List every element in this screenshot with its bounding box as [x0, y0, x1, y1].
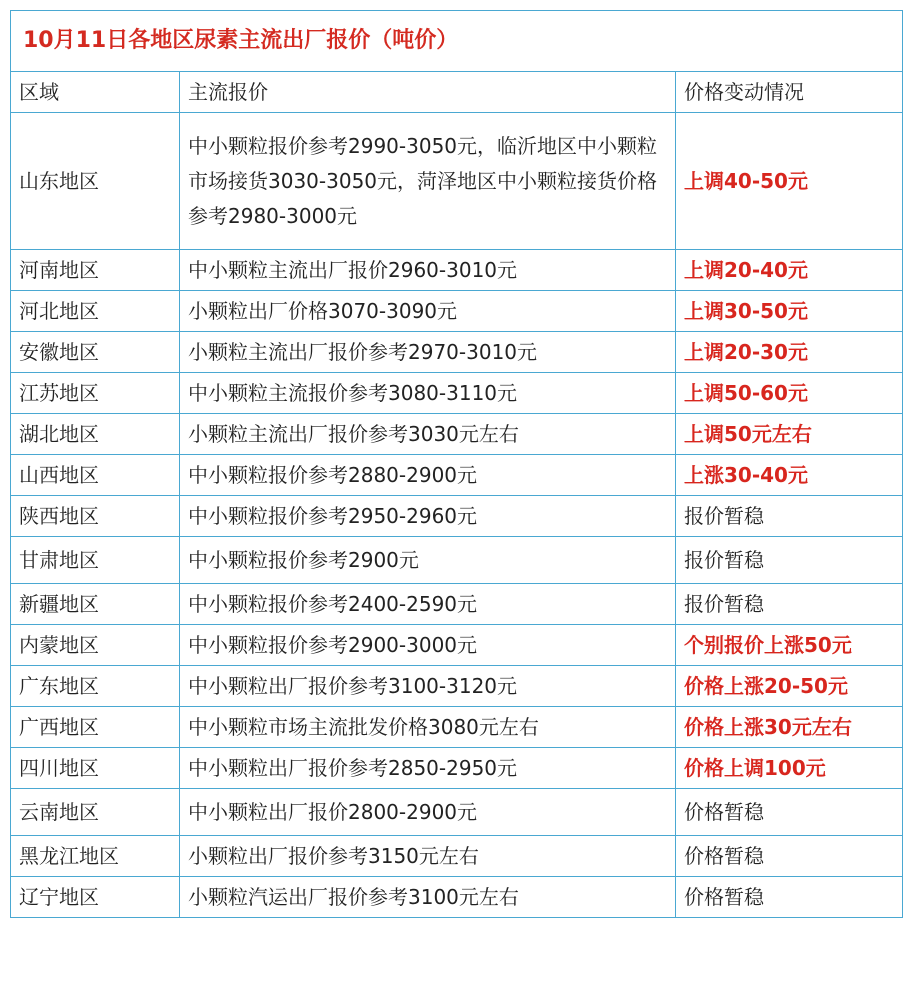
region-cell: 山东地区 [11, 113, 180, 250]
table-row [11, 877, 903, 918]
price-cell: 小颗粒主流出厂报价参考2970-3010元 [180, 332, 676, 373]
table-row [11, 414, 903, 455]
change-cell: 个别报价上涨50元 [676, 625, 903, 666]
change-cell: 上调20-40元 [676, 250, 903, 291]
urea-price-table [10, 10, 903, 918]
price-cell: 小颗粒出厂报价参考3150元左右 [180, 836, 676, 877]
region-cell: 湖北地区 [11, 414, 180, 455]
region-cell: 云南地区 [11, 789, 180, 836]
change-cell: 价格上涨20-50元 [676, 666, 903, 707]
change-cell: 上调30-50元 [676, 291, 903, 332]
region-cell: 江苏地区 [11, 373, 180, 414]
table-row [11, 666, 903, 707]
change-cell: 报价暂稳 [676, 584, 903, 625]
region-cell: 甘肃地区 [11, 537, 180, 584]
region-cell: 黑龙江地区 [11, 836, 180, 877]
price-cell: 中小颗粒市场主流批发价格3080元左右 [180, 707, 676, 748]
price-cell: 中小颗粒报价参考2880-2900元 [180, 455, 676, 496]
header-change: 价格变动情况 [676, 72, 903, 113]
header-region: 区域 [11, 72, 180, 113]
header-price: 主流报价 [180, 72, 676, 113]
price-table-sheet [10, 10, 902, 995]
table-row [11, 455, 903, 496]
table-row [11, 748, 903, 789]
region-cell: 河北地区 [11, 291, 180, 332]
table-row [11, 836, 903, 877]
table-row [11, 113, 903, 250]
change-cell: 价格上调100元 [676, 748, 903, 789]
table-row [11, 625, 903, 666]
change-cell: 报价暂稳 [676, 496, 903, 537]
region-cell: 河南地区 [11, 250, 180, 291]
price-cell: 中小颗粒主流报价参考3080-3110元 [180, 373, 676, 414]
price-cell: 中小颗粒出厂报价参考2850-2950元 [180, 748, 676, 789]
region-cell: 广东地区 [11, 666, 180, 707]
price-cell: 中小颗粒主流出厂报价2960-3010元 [180, 250, 676, 291]
price-cell: 中小颗粒出厂报价2800-2900元 [180, 789, 676, 836]
table-row [11, 789, 903, 836]
region-cell: 辽宁地区 [11, 877, 180, 918]
change-cell: 价格暂稳 [676, 877, 903, 918]
change-cell: 价格上涨30元左右 [676, 707, 903, 748]
price-cell: 中小颗粒报价参考2990-3050元，临沂地区中小颗粒市场接货3030-3050元，菏泽地区中小颗粒接货价格参考2980-3000元 [180, 113, 676, 250]
price-cell: 小颗粒主流出厂报价参考3030元左右 [180, 414, 676, 455]
region-cell: 广西地区 [11, 707, 180, 748]
region-cell: 内蒙地区 [11, 625, 180, 666]
price-cell: 中小颗粒报价参考2400-2590元 [180, 584, 676, 625]
change-cell: 报价暂稳 [676, 537, 903, 584]
table-row [11, 707, 903, 748]
price-cell: 小颗粒出厂价格3070-3090元 [180, 291, 676, 332]
table-row [11, 584, 903, 625]
region-cell: 陕西地区 [11, 496, 180, 537]
change-cell: 上调40-50元 [676, 113, 903, 250]
table-row [11, 373, 903, 414]
table-row [11, 332, 903, 373]
change-cell: 上涨30-40元 [676, 455, 903, 496]
change-cell: 价格暂稳 [676, 836, 903, 877]
table-row [11, 496, 903, 537]
region-cell: 山西地区 [11, 455, 180, 496]
change-cell: 上调20-30元 [676, 332, 903, 373]
price-cell: 中小颗粒报价参考2900元 [180, 537, 676, 584]
change-cell: 上调50-60元 [676, 373, 903, 414]
table-title: 10月11日各地区尿素主流出厂报价（吨价） [11, 11, 903, 72]
change-cell: 价格暂稳 [676, 789, 903, 836]
table-row [11, 250, 903, 291]
table-row [11, 537, 903, 584]
price-cell: 中小颗粒报价参考2900-3000元 [180, 625, 676, 666]
header-row [11, 72, 903, 113]
region-cell: 四川地区 [11, 748, 180, 789]
region-cell: 新疆地区 [11, 584, 180, 625]
title-row [11, 11, 903, 72]
region-cell: 安徽地区 [11, 332, 180, 373]
change-cell: 上调50元左右 [676, 414, 903, 455]
price-cell: 小颗粒汽运出厂报价参考3100元左右 [180, 877, 676, 918]
price-cell: 中小颗粒报价参考2950-2960元 [180, 496, 676, 537]
table-row [11, 291, 903, 332]
price-cell: 中小颗粒出厂报价参考3100-3120元 [180, 666, 676, 707]
